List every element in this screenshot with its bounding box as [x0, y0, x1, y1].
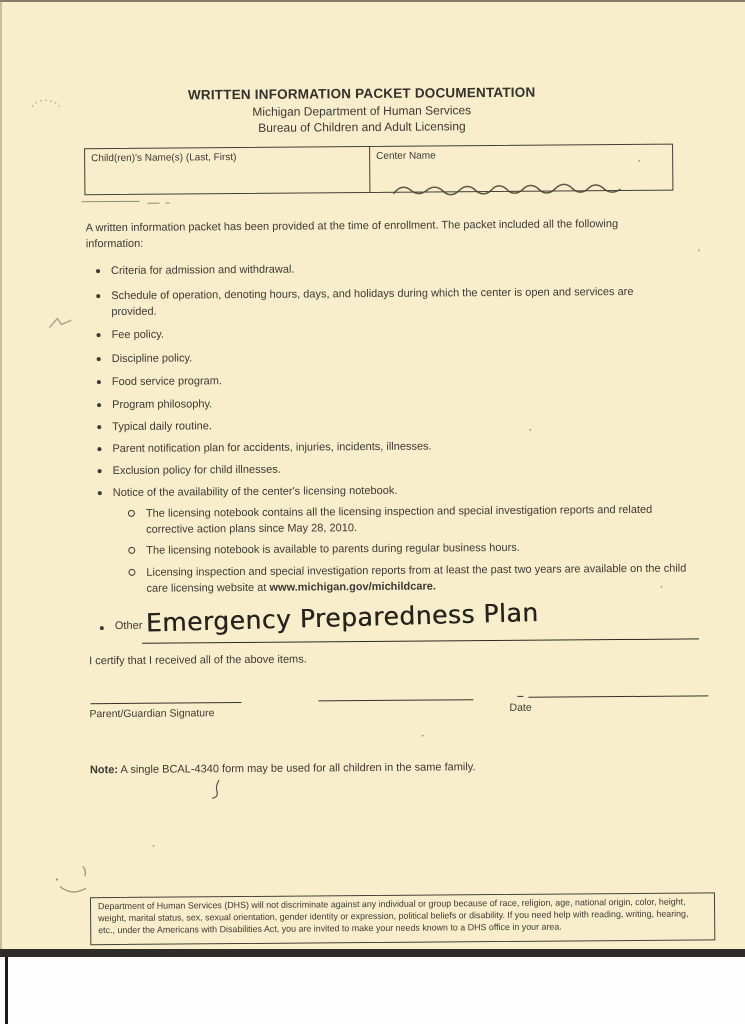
other-blank-line	[142, 597, 699, 643]
certify-statement: I certify that I received all of the above items.	[89, 653, 307, 668]
circle-bullet-icon	[128, 547, 135, 554]
signature-line	[90, 702, 241, 704]
sub-bullet-text: Licensing inspection and special investigation reports from at least the past two years are available on the child care licensing website at	[146, 562, 687, 595]
signature-line-segment	[318, 699, 473, 701]
bullet-icon	[98, 469, 102, 473]
bullet-icon	[97, 357, 101, 361]
bullet-icon	[96, 294, 100, 298]
scan-speck	[638, 160, 640, 162]
child-name-cell	[85, 147, 370, 194]
scan-speck	[153, 845, 155, 847]
list-item: The licensing notebook is available to parents during regular business hours.	[128, 540, 686, 560]
list-item: Schedule of operation, denoting hours, days, and holidays during which the center is open and services are provided.	[96, 285, 663, 320]
list-item: Fee policy.	[96, 324, 663, 344]
scan-speck	[529, 429, 531, 431]
website-url: www.michigan.gov/michildcare.	[269, 580, 436, 594]
scanner-background	[0, 957, 745, 1024]
bullet-icon	[98, 491, 102, 495]
bullet-icon	[97, 380, 101, 384]
other-item	[100, 619, 143, 635]
list-item: Parent notification plan for accidents, injuries, incidents, illnesses.	[97, 438, 664, 458]
date-line	[528, 695, 708, 697]
list-item: Typical daily routine.	[97, 416, 664, 436]
pencil-mark	[46, 314, 74, 332]
pen-mark	[51, 860, 95, 900]
list-item: Exclusion policy for child illnesses.	[98, 460, 665, 480]
paper-bottom-edge	[0, 949, 745, 957]
scan-speck	[422, 735, 424, 737]
date-label: Date	[509, 701, 532, 714]
date-line-tick	[517, 696, 523, 697]
pencil-mark	[166, 203, 170, 204]
scan-edge-artifact	[5, 957, 8, 1024]
bullet-icon	[97, 333, 101, 337]
circle-bullet-icon	[128, 569, 135, 576]
other-label: Other	[114, 619, 143, 633]
pencil-mark	[30, 94, 64, 112]
bullet-icon	[97, 425, 101, 429]
center-name-scribble	[389, 176, 669, 202]
list-item: Program philosophy.	[97, 394, 664, 414]
list-item	[128, 562, 686, 597]
nondiscrimination-text: Department of Human Services (DHS) will not discriminate against any individual or group because of race, religion, age, national origin, color, height, weight, marital status, sex, sexual orientation, gender identity or expression, political beliefs or disability. If you need help with reading, writing, hearing, etc., under the Americans with Disabilities Act, you are invited to make your needs known to a DHS office in your area.	[97, 896, 689, 935]
pen-mark	[208, 778, 224, 800]
list-item: Notice of the availability of the center's licensing notebook.	[98, 482, 665, 502]
pencil-mark	[81, 201, 139, 202]
page-title: WRITTEN INFORMATION PACKET DOCUMENTATION	[187, 84, 536, 103]
scan-speck	[661, 586, 663, 588]
nondiscrimination-box	[90, 892, 715, 945]
signature-label: Parent/Guardian Signature	[89, 707, 215, 721]
intro-paragraph: A written information packet has been provided at the time of enrollment. The packet included all the following information:	[85, 218, 619, 250]
scan-speck	[698, 249, 700, 251]
pencil-mark	[148, 203, 160, 204]
note-label: Note:	[89, 764, 119, 777]
bullet-icon	[97, 447, 101, 451]
note-text: A single BCAL-4340 form may be used for all children in the same family.	[118, 761, 476, 777]
note-line	[90, 761, 476, 776]
child-name-label: Child(ren)'s Name(s) (Last, First)	[91, 152, 237, 165]
other-handwritten-value: Emergency Preparedness Plan	[145, 597, 539, 638]
bureau-name-line: Bureau of Children and Adult Licensing	[258, 119, 466, 135]
bullet-icon	[100, 626, 104, 630]
org-name-line: Michigan Department of Human Services	[252, 103, 472, 119]
list-item: Criteria for admission and withdrawal.	[96, 260, 663, 280]
circle-bullet-icon	[128, 510, 135, 517]
list-item: The licensing notebook contains all the licensing inspection and special investigation reports and related corrective action plans since May 28, 2010.	[128, 503, 686, 538]
list-item: Food service program.	[97, 371, 664, 391]
bullet-icon	[96, 269, 100, 273]
bullet-icon	[97, 403, 101, 407]
center-name-label: Center Name	[376, 150, 436, 162]
list-item: Discipline policy.	[97, 348, 664, 368]
